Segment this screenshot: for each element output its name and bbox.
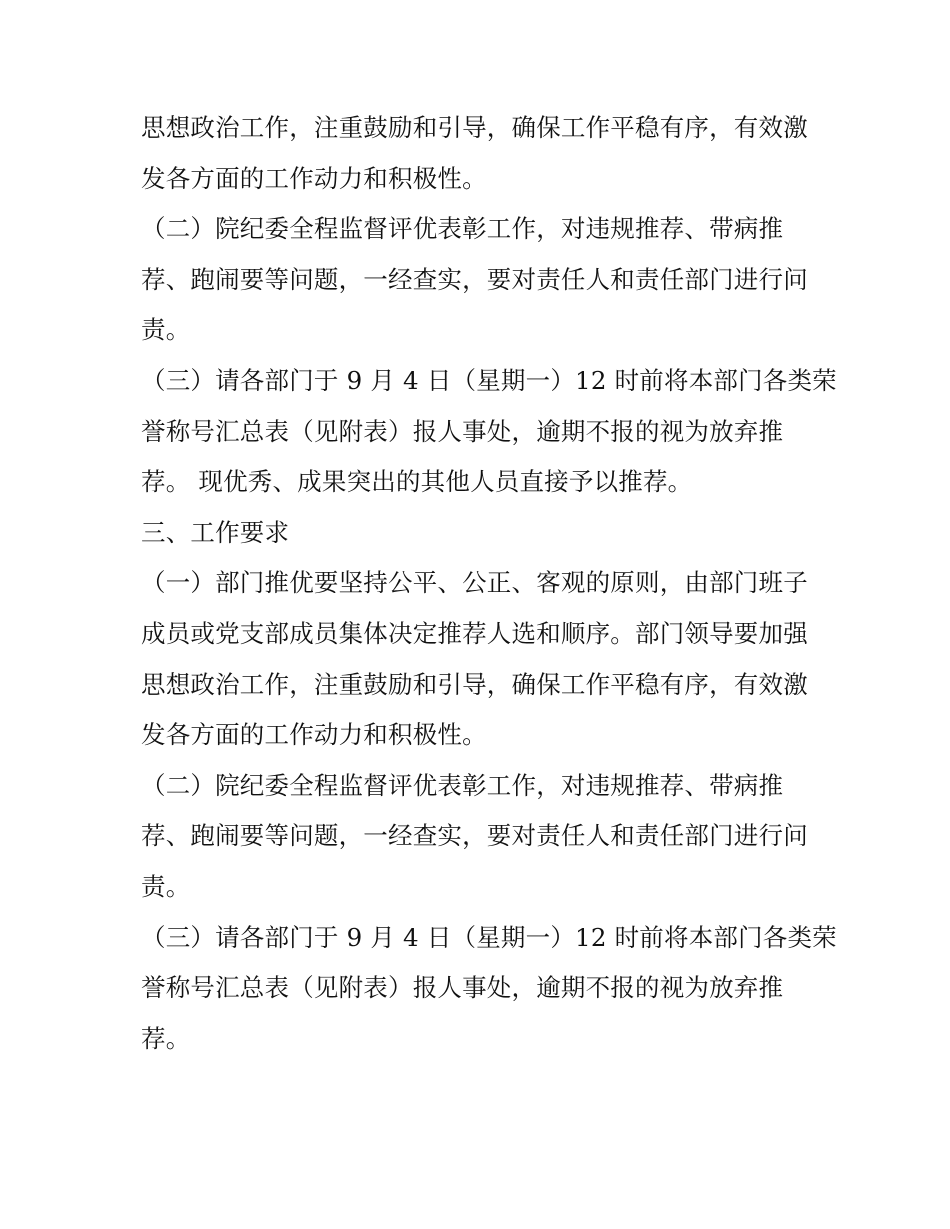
text-line: 誉称号汇总表（见附表）报人事处，逾期不报的视为放弃推 (141, 973, 784, 1003)
text-line: 发各方面的工作动力和积极性。 (141, 720, 487, 750)
text-line: 荐。 (141, 1023, 191, 1053)
text-line: 发各方面的工作动力和积极性。 (141, 163, 487, 193)
text-line: 荐、跑闹要等问题，一经查实，要对责任人和责任部门进行问 (141, 264, 808, 294)
text-line: （二）院纪委全程监督评优表彰工作，对违规推荐、带病推 (141, 770, 784, 800)
text-line: （一）部门推优要坚持公平、公正、客观的原则，由部门班子 (141, 568, 808, 598)
text-line: 责。 (141, 315, 191, 345)
text-line: 荐、跑闹要等问题，一经查实，要对责任人和责任部门进行问 (141, 821, 808, 851)
section-heading: 三、工作要求 (141, 517, 290, 547)
text-line: （三）请各部门于 9 月 4 日（星期一）12 时前将本部门各类荣 (141, 365, 837, 395)
text-line: （二）院纪委全程监督评优表彰工作，对违规推荐、带病推 (141, 214, 784, 244)
text-line: （三）请各部门于 9 月 4 日（星期一）12 时前将本部门各类荣 (141, 922, 837, 952)
text-line: 成员或党支部成员集体决定推荐人选和顺序。部门领导要加强 (141, 618, 808, 648)
text-line: 思想政治工作，注重鼓励和引导，确保工作平稳有序，有效激 (141, 669, 808, 699)
text-line: 誉称号汇总表（见附表）报人事处，逾期不报的视为放弃推 (141, 416, 784, 446)
document-body (141, 103, 837, 1064)
text-line: 责。 (141, 871, 191, 901)
text-line: 思想政治工作，注重鼓励和引导，确保工作平稳有序，有效激 (141, 113, 808, 142)
text-line: 荐。 现优秀、成果突出的其他人员直接予以推荐。 (141, 467, 693, 497)
